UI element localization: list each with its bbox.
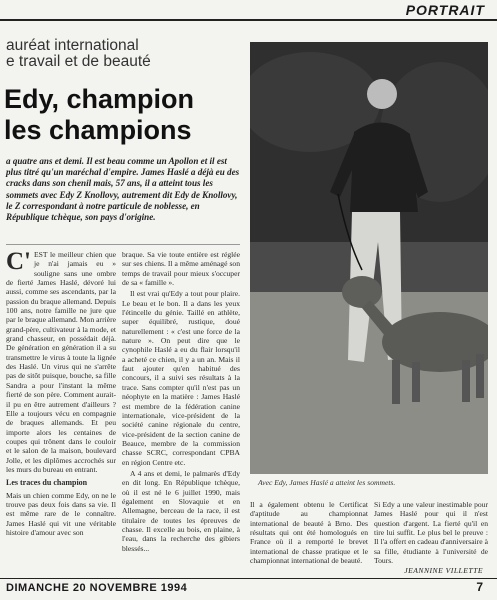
col2-paragraph-1: braque. Sa vie toute entière est réglée sur ses chiens. Il a même aménagé son temps de travail pour mieux s'occuper de sa « famille ». [122,250,240,288]
page-number: 7 [476,580,483,594]
col1-paragraph-1: EST le meilleur chien que je n'ai jamais eu » souligne sans une ombre de fierté James Haslé, dévoré lui aussi, comme ses ascendants, par la passion du braque allemand. Depuis 100 ans, notre famille ne jure que par le braque allemand. Mon arrière grand-père, cultivateur à la mode, et grand chasseur, en possédait déjà. De génération en génération il a su transmettre le virus à toute la lignée des Haslé. Un virus qui ne s'arrête pas de sitôt puisque, bouche, sa fille Sandra a pour l'instant la même fierté de son père. Comment aurait-il pu en être autrement d'ailleurs ? Elle a toujours vécu en compagnie de braques allemands. Et peu importe alors les centaines de coupes qui trônent dans le couloir et le salon de la maison, boulevard Jolle, et les diplômes accrochés sur les murs du bureau en entrant. [6,250,116,474]
article-column-3 [250,500,368,567]
photo-caption: Avec Edy, James Haslé a atteint les sommets. [258,478,396,487]
drop-cap: C' [6,248,31,275]
headline-line-1: Edy, champion [4,84,195,114]
col2-paragraph-2: Il est vrai qu'Edy a tout pour plaire. Le beau et le bon. Il a dans les yeux l'étincelle du génie. Taillé en athlète, super équilibré, rustique, doué naturellement : « c'est une force de la nature ». On peut dire que le cynophile Haslé a eu du flair lorsqu'il a acheté ce chien, il y a un an. Mais il faut ajouter qu'en habitué des concours, il a suivi ses résultats à la trace. Sans compter qu'il n'est pas un néophyte en la matière : James Haslé est membre de la fédération canine internationale, vice-président de la société canine régionale du centre, vice-président de la section canine de Beauce, membre de la commission chasse SCRC, correspondant CPBA en région Centre etc. [122,289,240,467]
portrait-photo [250,42,488,474]
lead-divider [6,244,240,245]
header-rule [0,19,497,21]
subhead: Les traces du champion [6,478,88,488]
headline [4,84,194,146]
col1-paragraph-2: Mais un chien comme Edy, on ne le trouve pas deux fois dans sa vie. Il est même rare de le connaître. James Haslé qui vit une véritable histoire d'amour avec son [6,490,116,537]
kicker [6,38,151,70]
kicker-line-2: e travail et de beauté [6,53,151,70]
section-title: PORTRAIT [405,2,485,18]
col3-paragraph-1: Il a également obtenu le Certificat d'aptitude au championnat international de beauté à Brno. Des résultats qui ont été homologués en France où il a remporté le brevet international de chasse pratique et le championnat international de beauté. [250,500,368,566]
photo-illustration [250,42,488,474]
headline-line-2: les champions [4,115,192,145]
article-column-2 [122,250,240,555]
issue-date: DIMANCHE 20 NOVEMBRE 1994 [6,582,188,594]
article-column-1 [6,250,116,539]
footer-rule [0,578,497,579]
col4-paragraph-1: Si Edy a une valeur inestimable pour James Haslé pour qui il n'est question d'argent. La fierté qu'il en tire lui suffit. Le plus bel le preuve : Il l'a offert en cadeau d'anniversaire à sa fille, étudiante à l'université de Tours. [374,500,488,566]
article-lead: a quatre ans et demi. Il est beau comme un Apollon et il est plus titré qu'un maréchal d'empire. James Haslé a déjà eu des cracks dans son chenil mais, 57 ans, il a atteint tous les sommets avec Edy Z Knollovy, autrement dit Edy de Knollovy, le Z correspondant à notre particule de noblesse, en République tchèque, son pays d'origine. [6,156,240,223]
article-column-4 [374,500,488,567]
col2-paragraph-3: A 4 ans et demi, le palmarès d'Edy en dit long. En République tchèque, où il est né le 6 juillet 1990, mais également en Slovaquie et en Allemagne, berceau de la race, il est titulaire de toutes les épreuves de chasse. Il excelle au bois, en plaine, à l'eau, dans la recherche des gibiers blessés... [122,468,240,553]
kicker-line-1: auréat international [6,37,139,54]
byline: JEANNINE VILLETTE [404,566,483,575]
